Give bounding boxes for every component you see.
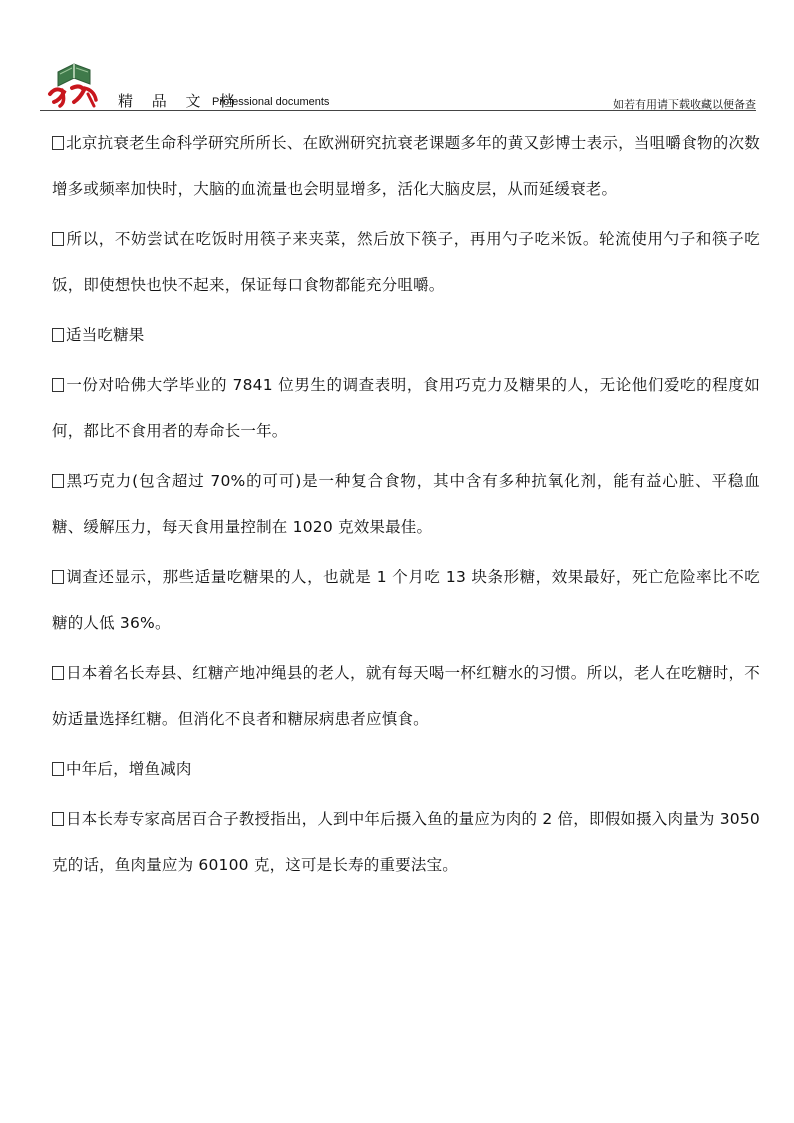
paragraph (52, 554, 760, 646)
bullet-box-icon (52, 666, 64, 680)
paragraph (52, 458, 760, 550)
paragraph (52, 120, 760, 212)
paragraph (52, 216, 760, 308)
paragraph (52, 650, 760, 742)
bullet-box-icon (52, 474, 64, 488)
paragraph-text: 一份对哈佛大学毕业的 7841 位男生的调查表明，食用巧克力及糖果的人，无论他们爱吃的程度如何，都比不食用者的寿命长一年。 (52, 376, 760, 440)
paragraph-text: 调查还显示，那些适量吃糖果的人，也就是 1 个月吃 13 块条形糖，效果最好，死亡危险率比不吃糖的人低 36%。 (52, 568, 760, 632)
bullet-box-icon (52, 328, 64, 342)
paragraph-text: 所以，不妨尝试在吃饭时用筷子来夹菜，然后放下筷子，再用勺子吃米饭。轮流使用勺子和筷子吃饭，即使想快也快不起来，保证每口食物都能充分咀嚼。 (52, 230, 760, 294)
bullet-box-icon (52, 378, 64, 392)
bullet-box-icon (52, 232, 64, 246)
page-header (0, 0, 794, 112)
bullet-box-icon (52, 570, 64, 584)
paragraph-text: 北京抗衰老生命科学研究所所长、在欧洲研究抗衰老课题多年的黄又彭博士表示，当咀嚼食物的次数增多或频率加快时，大脑的血流量也会明显增多，活化大脑皮层，从而延缓衰老。 (52, 134, 760, 198)
header-divider (40, 110, 756, 111)
header-right-note: 如若有用请下载收藏以便备查 (613, 98, 756, 111)
section-heading (52, 746, 760, 792)
paragraph (52, 362, 760, 454)
document-body (52, 120, 760, 892)
header-subtitle: Professional documents (212, 96, 330, 108)
paragraph-text: 日本着名长寿县、红糖产地冲绳县的老人，就有每天喝一杯红糖水的习惯。所以，老人在吃糖时，不妨适量选择红糖。但消化不良者和糖尿病患者应慎食。 (52, 664, 760, 728)
bullet-box-icon (52, 762, 64, 776)
book-logo-icon (44, 50, 102, 110)
section-heading (52, 312, 760, 358)
header-title: 精 品 文 档 (118, 92, 242, 110)
bullet-box-icon (52, 812, 64, 826)
paragraph-text: 适当吃糖果 (66, 326, 145, 344)
paragraph-text: 中年后，增鱼减肉 (66, 760, 192, 778)
paragraph-text: 日本长寿专家高居百合子教授指出，人到中年后摄入鱼的量应为肉的 2 倍，即假如摄入肉量为 3050 克的话，鱼肉量应为 60100 克，这可是长寿的重要法宝。 (52, 810, 760, 874)
bullet-box-icon (52, 136, 64, 150)
paragraph-text: 黑巧克力(包含超过 70%的可可)是一种复合食物，其中含有多种抗氧化剂，能有益心脏、平稳血糖、缓解压力，每天食用量控制在 1020 克效果最佳。 (52, 472, 760, 536)
paragraph (52, 796, 760, 888)
